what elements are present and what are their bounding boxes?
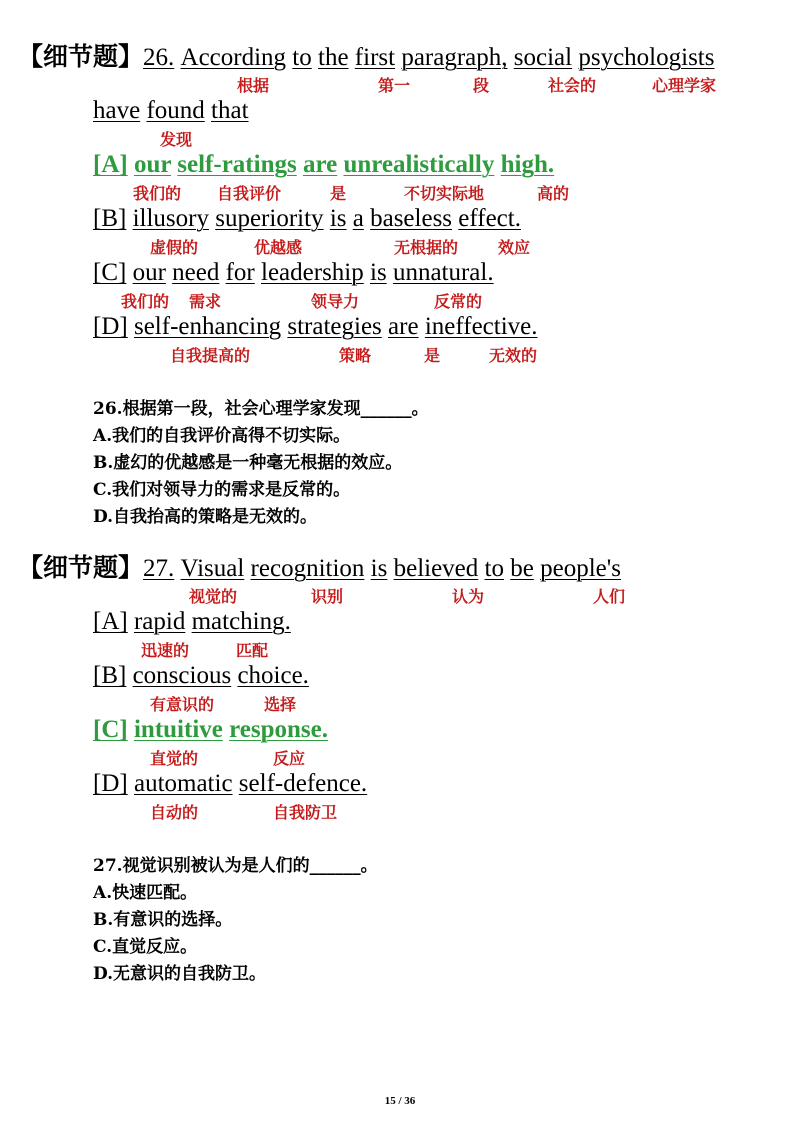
word-gloss: 发现 [160, 130, 193, 149]
word-gloss: 需求 [189, 292, 222, 311]
word-gloss: 我们的 [121, 292, 170, 311]
option-word: effect. [458, 205, 521, 232]
option-word: our [132, 259, 166, 286]
q27-option-d [93, 769, 367, 799]
q27-option-a [93, 607, 291, 637]
option-word: unnatural. [392, 259, 494, 286]
q26-translation-a: A.我们的自我评价高得不切实际。 [93, 426, 351, 446]
option-word: need [172, 259, 220, 286]
q27-translation-a: A.快速匹配。 [93, 883, 198, 903]
option-label: [B] [93, 662, 127, 689]
option-word: response. [229, 716, 328, 743]
option-word: superiority [215, 205, 324, 232]
q26-stem-line2 [93, 96, 249, 126]
stem-word: believed [393, 555, 479, 582]
word-gloss: 根据 [237, 76, 270, 95]
word-gloss: 优越感 [254, 238, 303, 257]
word-gloss: 是 [330, 184, 347, 203]
word-gloss: 匹配 [236, 641, 269, 660]
word-gloss: 社会的 [548, 76, 597, 95]
option-word: illusory [132, 205, 209, 232]
option-word: a [352, 205, 364, 232]
stem-word: recognition [250, 555, 365, 582]
stem-word: that [211, 97, 249, 124]
stem-word: 27. [143, 555, 175, 582]
q27-translation-c: C.直觉反应。 [93, 937, 198, 957]
option-word: choice. [237, 662, 309, 689]
stem-word: paragraph, [401, 44, 508, 71]
option-word: unrealistically [343, 151, 495, 178]
q27-translation-d: D.无意识的自我防卫。 [93, 964, 267, 984]
word-gloss: 不切实际地 [404, 184, 485, 203]
stem-word: According [180, 44, 287, 71]
word-gloss: 识别 [311, 587, 344, 606]
q26-translation-c: C.我们对领导力的需求是反常的。 [93, 480, 351, 500]
option-word: is [370, 259, 387, 286]
q26-option-b [93, 204, 521, 234]
word-gloss: 人们 [593, 587, 626, 606]
option-word: baseless [370, 205, 453, 232]
q26-option-d [93, 312, 538, 342]
option-label: [B] [93, 205, 127, 232]
option-word: automatic [133, 770, 233, 797]
option-word: are [302, 151, 338, 178]
option-label: [A] [93, 608, 128, 635]
stem-word: first [354, 44, 396, 71]
page-number: 15 / 36 [384, 1095, 416, 1107]
stem-word: to [484, 555, 504, 582]
option-word: rapid [133, 608, 186, 635]
word-gloss: 反常的 [434, 292, 483, 311]
q26-stem-line1 [18, 42, 714, 73]
option-word: high. [500, 151, 555, 178]
word-gloss: 无效的 [489, 346, 538, 365]
word-gloss: 认为 [452, 587, 485, 606]
word-gloss: 段 [473, 76, 490, 95]
q26-translation-b: B.虚幻的优越感是一种毫无根据的效应。 [93, 453, 403, 473]
word-gloss: 选择 [264, 695, 297, 714]
option-label: [C] [93, 259, 127, 286]
stem-word: be [510, 555, 534, 582]
q26-option-c [93, 258, 494, 288]
option-word: self-defence. [238, 770, 368, 797]
word-gloss: 自动的 [150, 803, 199, 822]
option-label: [A] [93, 151, 128, 178]
word-gloss: 直觉的 [150, 749, 199, 768]
q27-option-b [93, 661, 309, 691]
word-gloss: 自我评价 [217, 184, 282, 203]
option-word: strategies [287, 313, 382, 340]
stem-word: psychologists [578, 44, 715, 71]
option-word: intuitive [133, 716, 223, 743]
word-gloss: 有意识的 [150, 695, 215, 714]
word-gloss: 视觉的 [189, 587, 238, 606]
q26-option-a-answer [93, 150, 554, 180]
stem-word: Visual [180, 555, 245, 582]
word-gloss: 领导力 [311, 292, 360, 311]
word-gloss: 高的 [537, 184, 570, 203]
word-gloss: 自我提高的 [170, 346, 251, 365]
word-gloss: 心理学家 [652, 76, 717, 95]
option-label: [D] [93, 770, 128, 797]
word-gloss: 迅速的 [141, 641, 190, 660]
stem-word: 26. [143, 44, 175, 71]
stem-word: the [318, 44, 349, 71]
question-type-tag: 【细节题】 [18, 42, 144, 71]
word-gloss: 我们的 [133, 184, 182, 203]
option-word: self-ratings [177, 151, 297, 178]
word-gloss: 无根据的 [394, 238, 459, 257]
q27-stem-line1 [18, 553, 621, 584]
option-word: are [388, 313, 419, 340]
word-gloss: 第一 [378, 76, 411, 95]
stem-word: to [292, 44, 312, 71]
word-gloss: 反应 [273, 749, 306, 768]
q27-translation-stem: 27.视觉识别被认为是人们的______。 [93, 856, 378, 876]
stem-word: is [370, 555, 388, 582]
option-word: leadership [261, 259, 364, 286]
option-word: matching. [191, 608, 291, 635]
option-word: conscious [132, 662, 232, 689]
option-word: for [225, 259, 255, 286]
option-word: self-enhancing [133, 313, 282, 340]
option-word: our [133, 151, 172, 178]
question-type-tag: 【细节题】 [18, 553, 144, 582]
q26-translation-stem: 26.根据第一段，社会心理学家发现______。 [93, 399, 429, 419]
stem-word: found [146, 97, 205, 124]
option-label: [D] [93, 313, 128, 340]
word-gloss: 自我防卫 [273, 803, 338, 822]
word-gloss: 是 [424, 346, 441, 365]
stem-word: social [513, 44, 573, 71]
q27-option-c-answer [93, 715, 328, 745]
q26-translation-d: D.自我抬高的策略是无效的。 [93, 507, 318, 527]
word-gloss: 虚假的 [150, 238, 199, 257]
word-gloss: 策略 [339, 346, 372, 365]
stem-word: have [93, 97, 141, 124]
word-gloss: 效应 [498, 238, 531, 257]
stem-word: people's [540, 555, 621, 582]
option-label: [C] [93, 716, 128, 743]
option-word: ineffective. [424, 313, 538, 340]
option-word: is [329, 205, 347, 232]
q27-translation-b: B.有意识的选择。 [93, 910, 233, 930]
